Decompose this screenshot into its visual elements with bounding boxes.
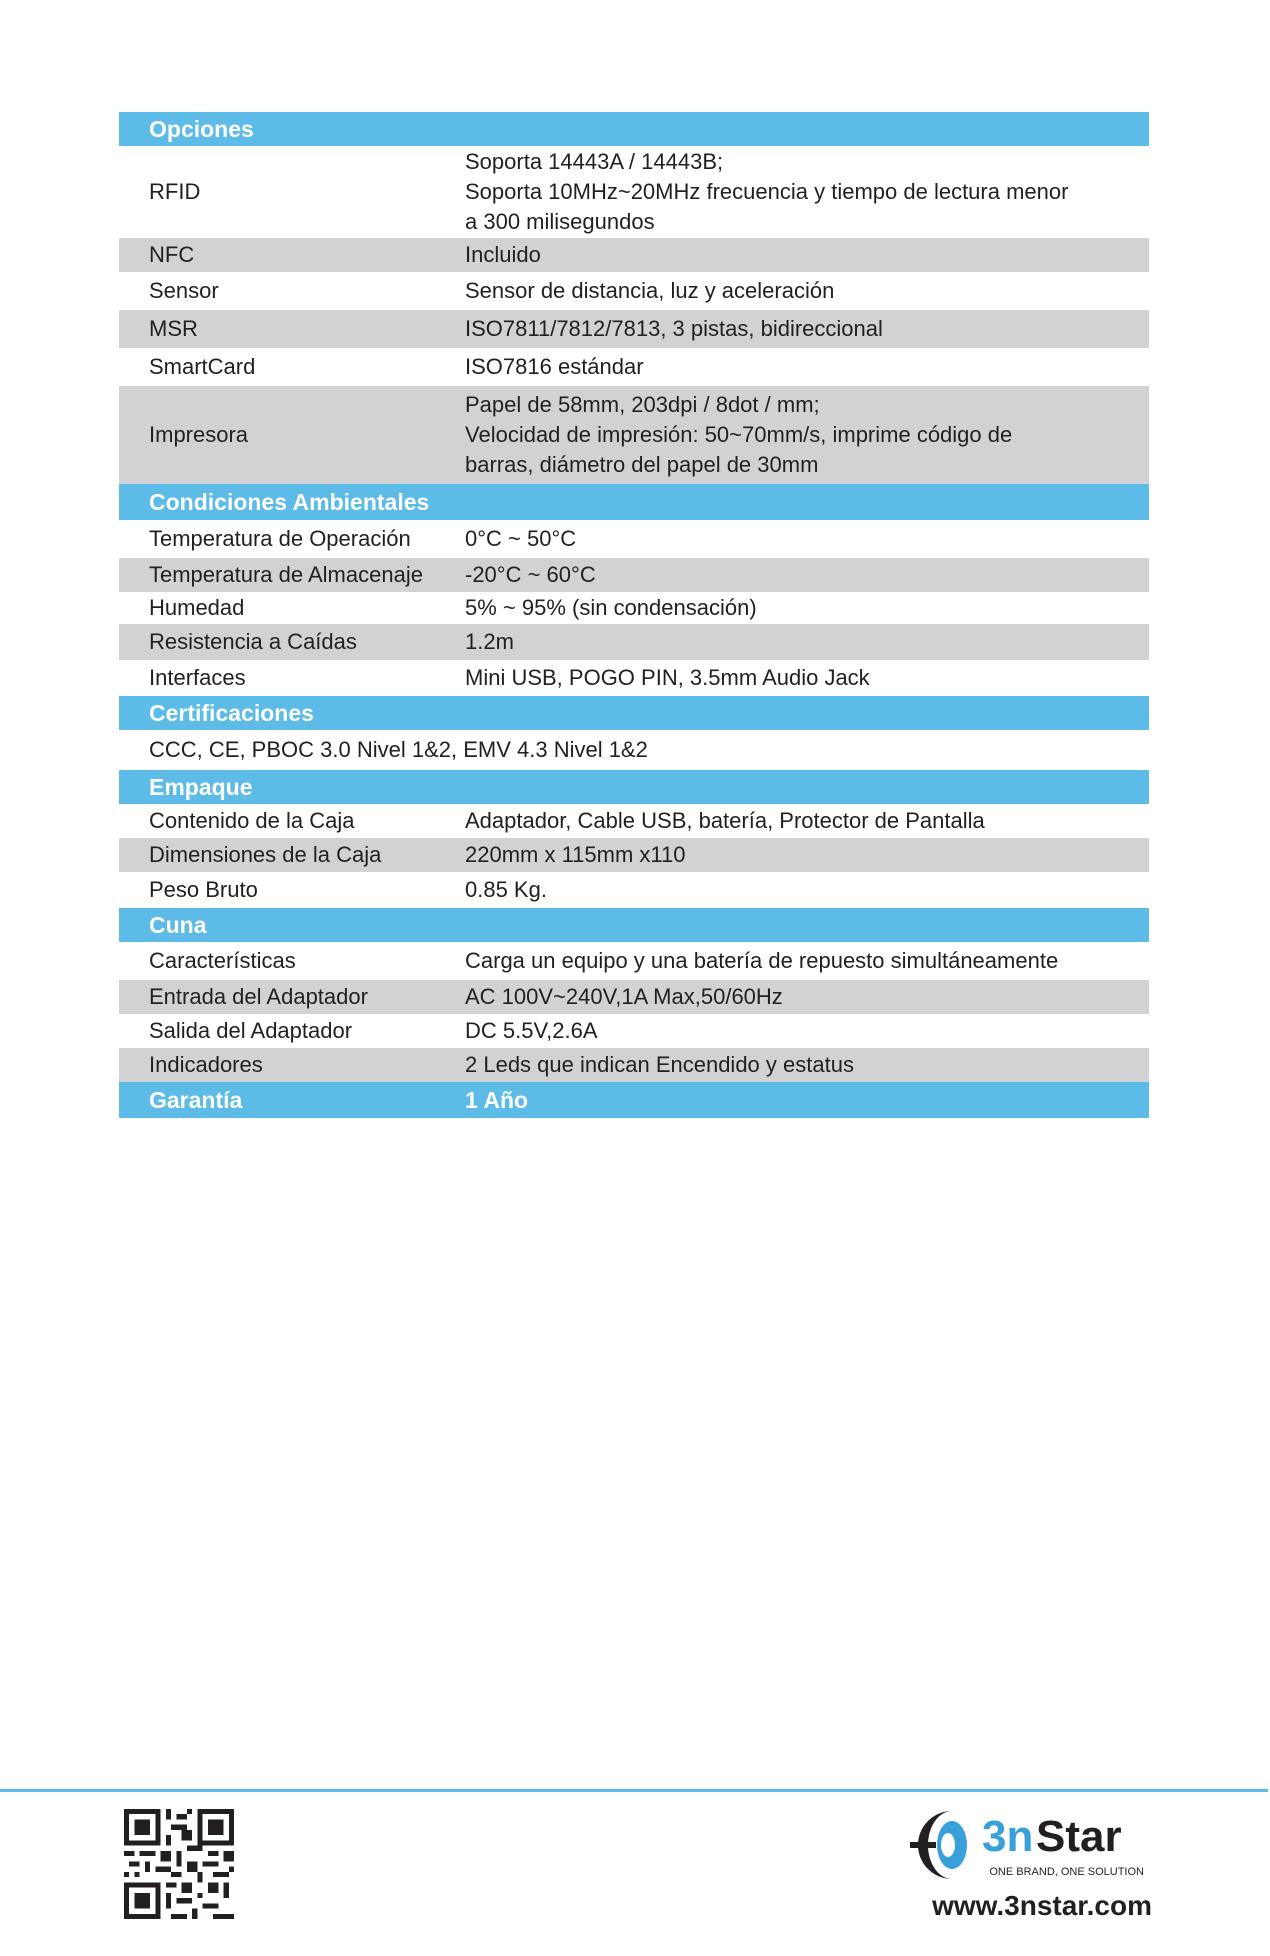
table-row-peso: [119, 872, 1149, 908]
row-label: Sensor: [149, 278, 219, 303]
row-value: -20°C ~ 60°C: [465, 562, 596, 587]
table-row-contenido: [119, 804, 1149, 838]
row-label: Temperatura de Operación: [149, 526, 411, 551]
row-value: 1.2m: [465, 629, 514, 654]
value-line: Velocidad de impresión: 50~70mm/s, imprime código de: [465, 422, 1013, 447]
row-label: Resistencia a Caídas: [149, 629, 357, 654]
row-label: Características: [149, 948, 296, 973]
table-row-resistencia: [119, 624, 1149, 660]
section-title: Empaque: [149, 774, 253, 800]
row-label: Indicadores: [149, 1052, 263, 1077]
row-label: SmartCard: [149, 354, 256, 379]
garantia-value: 1 Año: [465, 1087, 529, 1113]
row-label: Dimensiones de la Caja: [149, 842, 382, 867]
value-line: barras, diámetro del papel de 30mm: [465, 452, 819, 477]
row-label: MSR: [149, 316, 198, 341]
footer-divider: [0, 1789, 1268, 1792]
section-title: Certificaciones: [149, 700, 314, 726]
row-value: [465, 147, 1149, 237]
section-header-certificaciones: [119, 696, 1149, 730]
table-row-impresora: [119, 386, 1149, 484]
row-value: DC 5.5V,2.6A: [465, 1018, 598, 1043]
section-title: Opciones: [149, 116, 254, 142]
section-header-empaque: [119, 770, 1149, 804]
value-line: a 300 milisegundos: [465, 209, 655, 234]
row-label: Interfaces: [149, 665, 246, 690]
row-label: Humedad: [149, 595, 245, 620]
row-value: Adaptador, Cable USB, batería, Protector de Pantalla: [465, 808, 985, 833]
row-label: Contenido de la Caja: [149, 808, 355, 833]
table-row-humedad: [119, 592, 1149, 624]
row-value: ISO7811/7812/7813, 3 pistas, bidireccional: [465, 316, 883, 341]
table-row-entrada: [119, 980, 1149, 1014]
row-label: Peso Bruto: [149, 877, 258, 902]
row-value: Carga un equipo y una batería de repuesto simultáneamente: [465, 948, 1059, 973]
svg-text:Star: Star: [1036, 1812, 1122, 1861]
row-value: 5% ~ 95% (sin condensación): [465, 595, 757, 620]
section-title: Cuna: [149, 912, 207, 938]
row-label: NFC: [149, 242, 195, 267]
row-value: [465, 390, 1149, 480]
qr-code-icon: [124, 1808, 234, 1920]
row-label: Entrada del Adaptador: [149, 984, 368, 1009]
value-line: Soporta 14443A / 14443B;: [465, 149, 724, 174]
svg-text:3n: 3n: [982, 1812, 1034, 1861]
row-value: Mini USB, POGO PIN, 3.5mm Audio Jack: [465, 665, 870, 690]
value-line: Soporta 10MHz~20MHz frecuencia y tiempo de lectura menor: [465, 179, 1069, 204]
section-header-ambientales: [119, 484, 1149, 520]
table-row-indicadores: [119, 1048, 1149, 1082]
table-row-nfc: [119, 238, 1149, 272]
logo-tagline: ONE BRAND, ONE SOLUTION: [989, 1866, 1144, 1878]
section-title: Condiciones Ambientales: [149, 489, 430, 515]
section-header-garantia: [119, 1082, 1149, 1118]
table-row-salida: [119, 1014, 1149, 1048]
row-value: 2 Leds que indican Encendido y estatus: [465, 1052, 854, 1077]
row-label: Salida del Adaptador: [149, 1018, 353, 1043]
spec-table: [119, 112, 1149, 1118]
table-row-certificaciones: [119, 730, 1149, 770]
row-label: RFID: [149, 179, 201, 204]
3nstar-logo-icon: [904, 1805, 1152, 1885]
row-value: 0.85 Kg.: [465, 877, 547, 902]
row-value: CCC, CE, PBOC 3.0 Nivel 1&2, EMV 4.3 Nivel 1&2: [149, 737, 648, 762]
row-value: 0°C ~ 50°C: [465, 526, 577, 551]
table-row-temp-operacion: [119, 520, 1149, 558]
section-title: Garantía: [149, 1087, 243, 1113]
value-line: Papel de 58mm, 203dpi / 8dot / mm;: [465, 392, 820, 417]
table-row-msr: [119, 310, 1149, 348]
row-value: Incluido: [465, 242, 541, 267]
row-label: Impresora: [149, 422, 249, 447]
table-row-interfaces: [119, 660, 1149, 696]
row-label: Temperatura de Almacenaje: [149, 562, 423, 587]
table-row-dimensiones: [119, 838, 1149, 872]
row-value: 220mm x 115mm x110: [465, 842, 686, 867]
row-value: ISO7816 estándar: [465, 354, 644, 379]
table-row-smartcard: [119, 348, 1149, 386]
table-row-sensor: [119, 272, 1149, 310]
table-row-caracteristicas: [119, 942, 1149, 980]
section-header-opciones: [119, 112, 1149, 146]
table-row-temp-almacenaje: [119, 558, 1149, 592]
website-url[interactable]: www.3nstar.com: [932, 1890, 1152, 1921]
section-header-cuna: [119, 908, 1149, 942]
row-value: AC 100V~240V,1A Max,50/60Hz: [465, 984, 783, 1009]
table-row-rfid: [119, 146, 1149, 238]
row-value: Sensor de distancia, luz y aceleración: [465, 278, 835, 303]
